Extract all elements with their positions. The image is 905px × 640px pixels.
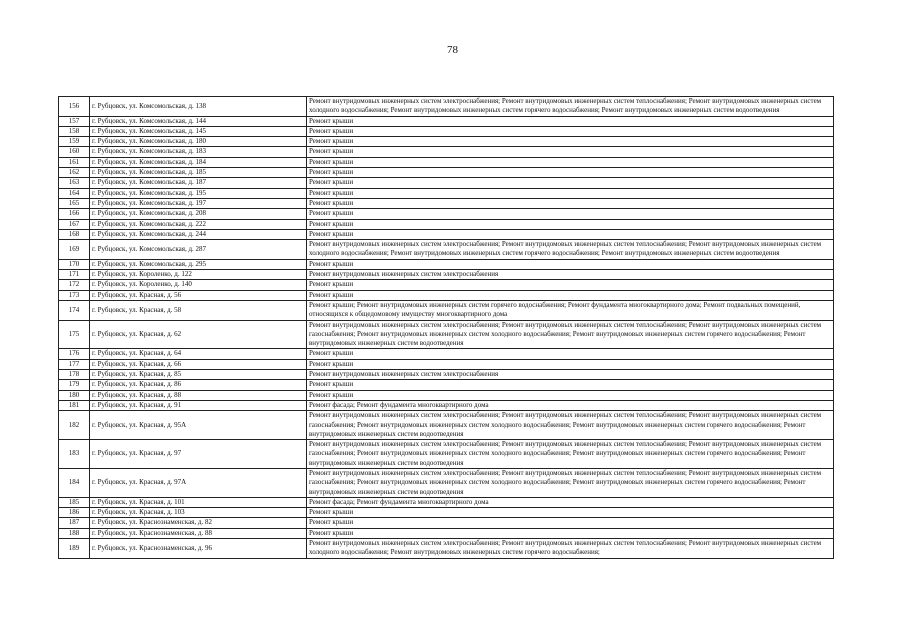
table-row [59,539,834,559]
row-address: г. Рубцовск, ул. Комсомольская, д. 180 [90,137,307,147]
table-row [59,349,834,359]
row-work-type: Ремонт крыши [307,198,834,208]
row-number: 157 [59,116,90,126]
row-address: г. Рубцовск, ул. Комсомольская, д. 197 [90,198,307,208]
row-work-type: Ремонт крыши [307,219,834,229]
row-address: г. Рубцовск, ул. Комсомольская, д. 195 [90,188,307,198]
row-work-type: Ремонт крыши [307,349,834,359]
row-address: г. Рубцовск, ул. Красная, д. 88 [90,390,307,400]
row-number: 179 [59,380,90,390]
row-number: 186 [59,508,90,518]
row-number: 162 [59,168,90,178]
row-work-type: Ремонт крыши [307,528,834,538]
table-row [59,209,834,219]
row-work-type: Ремонт внутридомовых инженерных систем электроснабжения [307,370,834,380]
table-row [59,147,834,157]
table-row [59,400,834,410]
row-address: г. Рубцовск, ул. Красная, д. 97 [90,440,307,469]
row-work-type: Ремонт внутридомовых инженерных систем электроснабжения; Ремонт внутридомовых инженерных систем теплоснабжения; Ремонт внутридомовых инженерных систем газоснабжения; Ремонт внутридомовых инженерных систем холодного водоснабжения; Ремонт внутридомовых инженерных систем горячего водоснабжения; Ремонт внутридомовых инженерных систем водоотведения [307,320,834,349]
row-address: г. Рубцовск, ул. Комсомольская, д. 187 [90,178,307,188]
row-work-type: Ремонт крыши [307,157,834,167]
row-number: 177 [59,359,90,369]
row-address: г. Рубцовск, ул. Красная, д. 103 [90,508,307,518]
row-number: 160 [59,147,90,157]
table-row [59,240,834,260]
row-address: г. Рубцовск, ул. Короленко, д. 122 [90,270,307,280]
table-row [59,116,834,126]
repair-registry-table [58,96,834,559]
table-row [59,370,834,380]
table-row [59,359,834,369]
page-number: 78 [447,44,458,56]
table-row [59,280,834,290]
table-row [59,259,834,269]
table-row [59,290,834,300]
row-address: г. Рубцовск, ул. Красная, д. 95А [90,411,307,440]
row-work-type: Ремонт крыши; Ремонт внутридомовых инженерных систем горячего водоснабжения; Ремонт фундамента многоквартирного дома; Ремонт подвальных помещений, относящихся к общедомовому имуществу многоквартирного дома [307,300,834,320]
row-work-type: Ремонт внутридомовых инженерных систем электроснабжения; Ремонт внутридомовых инженерных систем теплоснабжения; Ремонт внутридомовых инженерных систем холодного водоснабжения; Ремонт внутридомовых инженерных систем горячего водоснабжения; Ремонт внутридомовых инженерных систем водоотведения [307,240,834,260]
row-number: 166 [59,209,90,219]
row-number: 178 [59,370,90,380]
row-number: 169 [59,240,90,260]
row-work-type: Ремонт крыши [307,137,834,147]
row-work-type: Ремонт крыши [307,116,834,126]
row-number: 164 [59,188,90,198]
row-number: 171 [59,270,90,280]
row-number: 189 [59,539,90,559]
table-row [59,198,834,208]
row-number: 183 [59,440,90,469]
row-work-type: Ремонт фасада; Ремонт фундамента многоквартирного дома [307,400,834,410]
row-work-type: Ремонт крыши [307,209,834,219]
row-work-type: Ремонт внутридомовых инженерных систем электроснабжения; Ремонт внутридомовых инженерных систем теплоснабжения; Ремонт внутридомовых инженерных систем газоснабжения; Ремонт внутридомовых инженерных систем холодного водоснабжения; Ремонт внутридомовых инженерных систем горячего водоснабжения; Ремонт внутридомовых инженерных систем водоотведения [307,468,834,497]
row-number: 185 [59,497,90,507]
table-row [59,178,834,188]
table-row [59,320,834,349]
table-row [59,380,834,390]
row-number: 159 [59,137,90,147]
table-row [59,157,834,167]
row-number: 175 [59,320,90,349]
row-work-type: Ремонт крыши [307,508,834,518]
row-address: г. Рубцовск, ул. Короленко, д. 140 [90,280,307,290]
row-number: 184 [59,468,90,497]
row-work-type: Ремонт крыши [307,229,834,239]
row-work-type: Ремонт крыши [307,178,834,188]
row-address: г. Рубцовск, ул. Краснознаменская, д. 88 [90,528,307,538]
row-address: г. Рубцовск, ул. Комсомольская, д. 287 [90,240,307,260]
row-number: 180 [59,390,90,400]
row-number: 161 [59,157,90,167]
row-address: г. Рубцовск, ул. Комсомольская, д. 184 [90,157,307,167]
table-row [59,390,834,400]
row-number: 156 [59,97,90,117]
row-address: г. Рубцовск, ул. Красная, д. 85 [90,370,307,380]
row-address: г. Рубцовск, ул. Красная, д. 56 [90,290,307,300]
row-number: 181 [59,400,90,410]
table-row [59,508,834,518]
row-address: г. Рубцовск, ул. Комсомольская, д. 145 [90,126,307,136]
row-work-type: Ремонт крыши [307,126,834,136]
row-address: г. Рубцовск, ул. Краснознаменская, д. 96 [90,539,307,559]
row-work-type: Ремонт фасада; Ремонт фундамента многоквартирного дома [307,497,834,507]
row-number: 168 [59,229,90,239]
row-number: 176 [59,349,90,359]
row-work-type: Ремонт внутридомовых инженерных систем электроснабжения; Ремонт внутридомовых инженерных систем теплоснабжения; Ремонт внутридомовых инженерных систем газоснабжения; Ремонт внутридомовых инженерных систем холодного водоснабжения; Ремонт внутридомовых инженерных систем горячего водоснабжения; Ремонт внутридомовых инженерных систем водоотведения [307,411,834,440]
table-row [59,168,834,178]
row-work-type: Ремонт внутридомовых инженерных систем электроснабжения; Ремонт внутридомовых инженерных систем теплоснабжения; Ремонт внутридомовых инженерных систем холодного водоснабжения; Ремонт внутридомовых инженерных систем горячего водоснабжения; [307,539,834,559]
row-number: 174 [59,300,90,320]
row-number: 165 [59,198,90,208]
row-address: г. Рубцовск, ул. Комсомольская, д. 244 [90,229,307,239]
row-address: г. Рубцовск, ул. Красная, д. 66 [90,359,307,369]
table-row [59,411,834,440]
row-address: г. Рубцовск, ул. Краснознаменская, д. 82 [90,518,307,528]
table-row [59,188,834,198]
row-number: 173 [59,290,90,300]
row-work-type: Ремонт крыши [307,380,834,390]
row-number: 188 [59,528,90,538]
row-work-type: Ремонт крыши [307,280,834,290]
row-address: г. Рубцовск, ул. Красная, д. 86 [90,380,307,390]
table-row [59,229,834,239]
row-work-type: Ремонт крыши [307,188,834,198]
row-number: 182 [59,411,90,440]
row-address: г. Рубцовск, ул. Красная, д. 64 [90,349,307,359]
row-address: г. Рубцовск, ул. Комсомольская, д. 295 [90,259,307,269]
table-row [59,97,834,117]
registry-body [59,97,834,559]
table-row [59,126,834,136]
row-address: г. Рубцовск, ул. Красная, д. 58 [90,300,307,320]
row-number: 187 [59,518,90,528]
row-address: г. Рубцовск, ул. Красная, д. 91 [90,400,307,410]
table-row [59,497,834,507]
row-number: 158 [59,126,90,136]
table-row [59,440,834,469]
table-row [59,468,834,497]
row-number: 170 [59,259,90,269]
table-row [59,137,834,147]
table-row [59,300,834,320]
row-work-type: Ремонт внутридомовых инженерных систем электроснабжения; Ремонт внутридомовых инженерных систем теплоснабжения; Ремонт внутридомовых инженерных систем газоснабжения; Ремонт внутридомовых инженерных систем холодного водоснабжения; Ремонт внутридомовых инженерных систем горячего водоснабжения; Ремонт внутридомовых инженерных систем водоотведения [307,440,834,469]
row-address: г. Рубцовск, ул. Красная, д. 101 [90,497,307,507]
row-work-type: Ремонт крыши [307,259,834,269]
table-row [59,270,834,280]
row-address: г. Рубцовск, ул. Красная, д. 97А [90,468,307,497]
row-work-type: Ремонт крыши [307,390,834,400]
row-number: 172 [59,280,90,290]
table-row [59,528,834,538]
row-address: г. Рубцовск, ул. Комсомольская, д. 208 [90,209,307,219]
table-row [59,518,834,528]
row-work-type: Ремонт внутридомовых инженерных систем электроснабжения; Ремонт внутридомовых инженерных систем теплоснабжения; Ремонт внутридомовых инженерных систем холодного водоснабжения; Ремонт внутридомовых инженерных систем горячего водоснабжения; Ремонт внутридомовых инженерных систем водоотведения [307,97,834,117]
row-address: г. Рубцовск, ул. Комсомольская, д. 144 [90,116,307,126]
row-address: г. Рубцовск, ул. Комсомольская, д. 222 [90,219,307,229]
table-row [59,219,834,229]
row-work-type: Ремонт крыши [307,359,834,369]
row-work-type: Ремонт крыши [307,290,834,300]
row-number: 163 [59,178,90,188]
row-address: г. Рубцовск, ул. Комсомольская, д. 183 [90,147,307,157]
row-work-type: Ремонт крыши [307,147,834,157]
row-work-type: Ремонт внутридомовых инженерных систем электроснабжения [307,270,834,280]
row-work-type: Ремонт крыши [307,168,834,178]
row-number: 167 [59,219,90,229]
row-address: г. Рубцовск, ул. Красная, д. 62 [90,320,307,349]
row-address: г. Рубцовск, ул. Комсомольская, д. 138 [90,97,307,117]
row-address: г. Рубцовск, ул. Комсомольская, д. 185 [90,168,307,178]
row-work-type: Ремонт крыши [307,518,834,528]
